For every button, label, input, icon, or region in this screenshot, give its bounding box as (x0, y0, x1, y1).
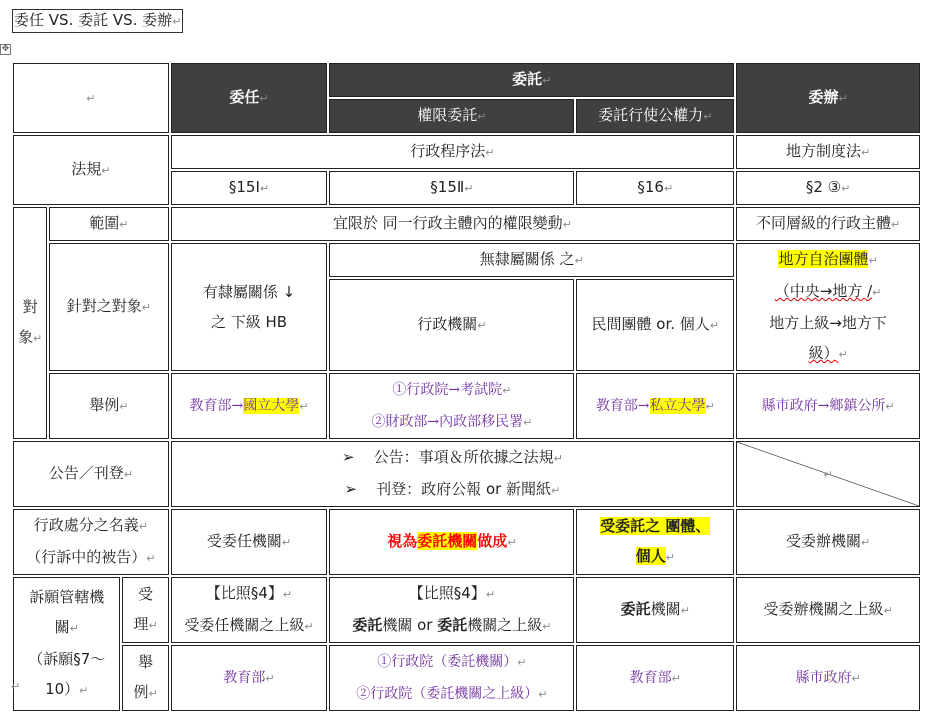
object-private: 民間團體 or. 個人↵ (576, 279, 734, 371)
notice-label: 公告／刊登↵ (13, 441, 169, 507)
appeal-commission: 受委辦機關之上級↵ (736, 577, 920, 643)
object-no-subordination: 無隸屬關係 之↵ (329, 243, 734, 277)
appeal-authority-entrustment: 【比照§4】↵ 委託機關 or 委託機關之上級↵ (329, 577, 574, 643)
example-commission: 縣市政府→鄉鎮公所↵ (736, 373, 920, 439)
corner-cell: ↵ (13, 63, 169, 133)
example-public-power-entrustment: 教育部→私立大學↵ (576, 373, 734, 439)
paragraph-mark: ↵ (172, 15, 182, 28)
nominal-agency-label: 行政處分之名義↵ （行訴中的被告）↵ (13, 509, 169, 575)
law-section-15-1: §15Ⅰ↵ (171, 171, 328, 205)
object-agency: 行政機關↵ (329, 279, 574, 371)
table-move-handle-icon[interactable]: ✥ (1, 44, 10, 54)
appeal-delegation: 【比照§4】↵ 受委任機關之上級↵ (171, 577, 328, 643)
example-authority-entrustment: ①行政院→考試院↵ ②財政部→內政部移民署↵ (329, 373, 574, 439)
document-title: 委任 VS. 委託 VS. 委辦↵ (12, 9, 183, 33)
appeal-example-delegation: 教育部↵ (171, 645, 328, 711)
appeal-public-power-entrustment: 委託機關↵ (576, 577, 734, 643)
example-delegation: 教育部→國立大學↵ (171, 373, 328, 439)
nominal-public-power-entrustment: 受委託之 團體、 個人↵ (576, 509, 734, 575)
comparison-table (11, 61, 922, 713)
header-public-power-entrustment: 委託行使公權力↵ (576, 99, 734, 133)
header-entrustment: 委託↵ (329, 63, 734, 97)
header-commission: 委辦↵ (736, 63, 920, 133)
scope-label: 範圍↵ (49, 207, 169, 241)
appeal-accept-label: 受 理↵ (122, 577, 168, 643)
nominal-delegation: 受委任機關↵ (171, 509, 328, 575)
appeal-example-commission: 縣市政府↵ (736, 645, 920, 711)
notice-not-applicable: ↵ (736, 441, 920, 507)
object-subordinate: 有隸屬關係 ↓ 之 下級 HB (171, 243, 328, 371)
object-label: 針對之對象↵ (49, 243, 169, 371)
law-section-16: §16↵ (576, 171, 734, 205)
appeal-jurisdiction-label: 訴願管轄機 關↵ （訴願§7～ 10）↵ (13, 577, 120, 711)
header-delegation: 委任↵ (171, 63, 328, 133)
law-section-15-2: §15Ⅱ↵ (329, 171, 574, 205)
scope-same-subject: 宜限於 同一行政主體內的權限變動↵ (171, 207, 734, 241)
appeal-example-public-power-entrustment: 教育部↵ (576, 645, 734, 711)
nominal-commission: 受委辦機關↵ (736, 509, 920, 575)
header-authority-entrustment: 權限委託↵ (329, 99, 574, 133)
appeal-example-authority-entrustment: ①行政院（委託機關）↵ ②行政院（委託機關之上級）↵ (329, 645, 574, 711)
law-local-government-act: 地方制度法↵ (736, 135, 920, 169)
appeal-example-label: 舉 例↵ (122, 645, 168, 711)
paragraph-mark: ↵ (11, 680, 21, 693)
target-group-label: 對 象↵ (13, 207, 47, 439)
law-admin-procedure-act: 行政程序法↵ (171, 135, 734, 169)
nominal-authority-entrustment: 視為委託機關做成↵ (329, 509, 574, 575)
law-label: 法規↵ (13, 135, 169, 205)
example-label: 舉例↵ (49, 373, 169, 439)
law-section-2-3: §2 ③↵ (736, 171, 920, 205)
notice-content: ➢ 公告：事項＆所依據之法規↵ ➢ 刊登：政府公報 or 新聞紙↵ (171, 441, 734, 507)
scope-different-level: 不同層級的行政主體↵ (736, 207, 920, 241)
object-local-government: 地方自治團體↵ （中央→地方 /↵ 地方上級→地方下 級）↵ (736, 243, 920, 371)
